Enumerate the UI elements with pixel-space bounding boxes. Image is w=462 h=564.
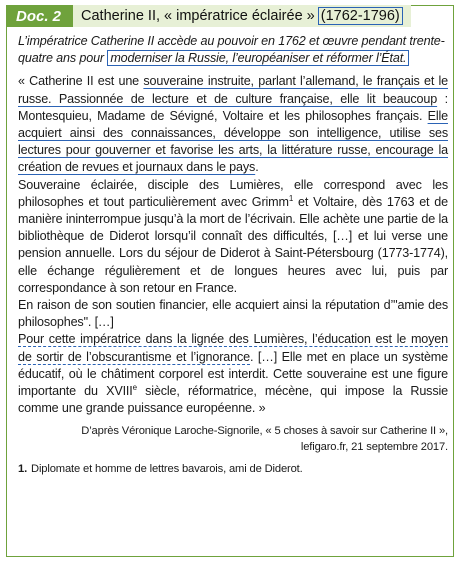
footnote-number: 1.: [18, 463, 28, 476]
paragraph-2: [18, 177, 448, 297]
p4-c: siècle, réformatrice, mécène, qui impose la Russie comme une grande puissance européenne. »: [18, 384, 448, 416]
doc-title-bar: [73, 5, 411, 27]
p4-b: . […] Elle met en place un système éducatif, où le châtiment corporel est interdit. Cette souveraine est une figure importante du XVIII: [18, 349, 448, 399]
p1-underlined-2: Elle acquiert ainsi des connaissances, développe son intelligence, utilise ses lectures pour gouverner et favorise les arts, la littérature russe, encourage la création de revues et journaux dans le pays: [18, 108, 448, 175]
intro-paragraph: [18, 33, 448, 67]
footnote-text: Diplomate et homme de lettres bavarois, ami de Diderot.: [31, 463, 303, 476]
footnote-ref: 1: [288, 193, 294, 203]
p1-underlined-1: souveraine instruite, parlant l’allemand, le français et le russe. Passionnée de lecture et de culture française, elle lit beaucoup: [18, 74, 448, 106]
doc-dates: (1762-1796): [318, 7, 403, 25]
source-line-2: lefigaro.fr, 21 septembre 2017.: [300, 441, 448, 454]
paragraph-4: [18, 331, 448, 417]
p1-a: « Catherine II est une: [18, 74, 144, 89]
footnote: [18, 461, 448, 478]
p1-e: .: [255, 160, 259, 175]
century-sup: e: [132, 382, 137, 392]
p2-b: et Voltaire, dès 1763 et de manière ininterrompue jusqu’à la mort de l’écrivain. Elle achète une partie de la bibliothèque de Diderot lorsqu’il connaît des difficultés, […] et lui verse une pension annuelle. Lors du séjour de Diderot à Saint-Pétersbourg (1773-1774), elle échange régulièrement et de longues heures avec lui, puis par correspondance à son retour en France.: [18, 194, 448, 295]
doc-title: Catherine II, « impératrice éclairée »: [81, 8, 315, 24]
paragraph-3: En raison de son soutien financier, elle acquiert ainsi la réputation d’"amie des philosophes". […]: [18, 298, 448, 330]
document-header: [6, 5, 411, 27]
p4-underlined: Pour cette impératrice dans la lignée des Lumières, l’éducation est le moyen de sortir de l’obscurantisme et l’ignorance: [18, 332, 448, 364]
p1-c: : Montesquieu, Madame de Sévigné, Voltaire et les philosophes français.: [18, 91, 448, 123]
intro-text: L’impératrice Catherine II accède au pouvoir en 1762 et œuvre pendant trente-quatre ans pour: [18, 34, 445, 66]
source-citation: [18, 423, 448, 455]
document-body: [18, 33, 448, 479]
doc-label: Doc. 2: [6, 5, 73, 27]
intro-highlight: moderniser la Russie, l’européaniser et réformer l’État.: [107, 50, 409, 66]
paragraph-1: [18, 73, 448, 176]
p2-a: Souveraine éclairée, disciple des Lumières, elle correspond avec les philosophes et tout particulièrement avec Grimm: [18, 177, 448, 209]
source-line-1: D’après Véronique Laroche-Signorile, « 5 choses à savoir sur Catherine II »,: [81, 425, 448, 438]
